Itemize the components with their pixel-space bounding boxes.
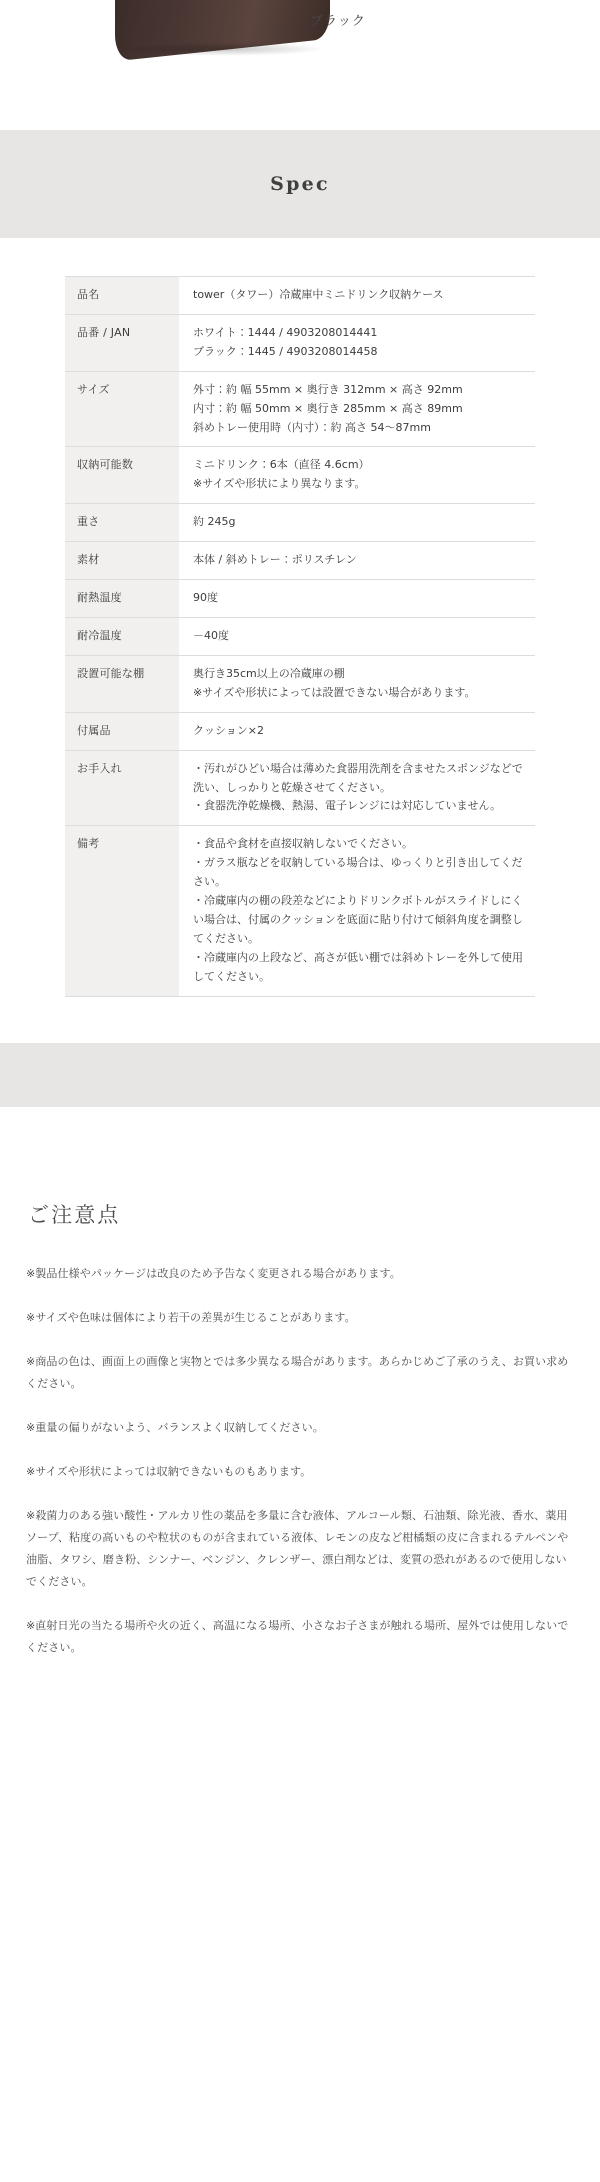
spec-row bbox=[65, 447, 535, 504]
spec-row-label: 耐冷温度 bbox=[65, 617, 179, 655]
spec-row-label: 収納可能数 bbox=[65, 447, 179, 504]
spec-row-label: サイズ bbox=[65, 371, 179, 447]
grey-divider-strip bbox=[0, 1043, 600, 1107]
spec-value-line: 本体 / 斜めトレー：ポリスチレン bbox=[193, 553, 357, 567]
spec-row-value bbox=[179, 712, 535, 750]
spec-value-line: クッション×2 bbox=[193, 723, 264, 737]
spec-row bbox=[65, 277, 535, 315]
spec-value-line: ※サイズや形状により異なります。 bbox=[193, 477, 366, 491]
spec-row-value bbox=[179, 314, 535, 371]
notes-section bbox=[0, 1199, 600, 1751]
spec-row bbox=[65, 542, 535, 580]
white-gap bbox=[0, 1107, 600, 1199]
spec-value-line: 斜めトレー使用時（内寸）：約 高さ 54〜87mm bbox=[193, 420, 431, 434]
spec-value-line: ・ガラス瓶などを収納している場合は、ゆっくりと引き出してください。 bbox=[193, 856, 523, 889]
spec-row bbox=[65, 826, 535, 996]
spec-value-line: ・食器洗浄乾燥機、熱湯、電子レンジには対応していません。 bbox=[193, 799, 502, 813]
spec-row-value bbox=[179, 504, 535, 542]
spec-value-line: 奥行き35cm以上の冷蔵庫の棚 bbox=[193, 666, 345, 680]
spec-table bbox=[65, 276, 535, 997]
spec-row bbox=[65, 314, 535, 371]
spec-row-label: 設置可能な棚 bbox=[65, 655, 179, 712]
spec-value-line: 内寸：約 幅 50mm × 奥行き 285mm × 高さ 89mm bbox=[193, 401, 463, 415]
spec-row-label: 備考 bbox=[65, 826, 179, 996]
spec-value-line: ・食品や食材を直接収納しないでください。 bbox=[193, 837, 413, 851]
spec-value-line: ・冷蔵庫内の棚の段差などによりドリンクボトルがスライドしにくい場合は、付属のクッションを底面に貼り付けて傾斜角度を調整してください。 bbox=[193, 894, 523, 945]
spec-value-line: ・汚れがひどい場合は薄めた食器用洗剤を含ませたスポンジなどで洗い、しっかりと乾燥させてください。 bbox=[193, 761, 523, 794]
spec-row-label: 耐熱温度 bbox=[65, 580, 179, 618]
spec-row bbox=[65, 655, 535, 712]
hero-section bbox=[0, 0, 600, 130]
notes-heading: ご注意点 bbox=[28, 1202, 121, 1227]
note-item: ※直射日光の当たる場所や火の近く、高温になる場所、小さなお子さまが触れる場所、屋外では使用しないでください。 bbox=[26, 1618, 569, 1654]
spec-value-line: ・冷蔵庫内の上段など、高さが低い棚では斜めトレーを外して使用してください。 bbox=[193, 950, 523, 983]
spec-value-line: 90度 bbox=[193, 591, 218, 605]
spec-row bbox=[65, 712, 535, 750]
spec-row bbox=[65, 750, 535, 826]
spec-heading: Spec bbox=[270, 173, 330, 195]
spec-value-line: ※サイズや形状によっては設置できない場合があります。 bbox=[193, 685, 476, 699]
spec-row-value bbox=[179, 542, 535, 580]
note-item: ※殺菌力のある強い酸性・アルカリ性の薬品を多量に含む液体、アルコール類、石油類、除光液、香水、薬用ソープ、粘度の高いものや粒状のものが含まれている液体、レモンの皮など柑橘類の皮に含まれるテルペンや油脂、タワシ、磨き粉、シンナー、ベンジン、クレンザー、漂白剤などは、変質の恐れがあるので使用しないでください。 bbox=[26, 1508, 569, 1588]
color-caption: ブラック bbox=[310, 14, 366, 29]
note-item: ※サイズや形状によっては収納できないものもあります。 bbox=[26, 1464, 312, 1478]
note-item: ※製品仕様やパッケージは改良のため予告なく変更される場合があります。 bbox=[26, 1266, 401, 1280]
spec-row bbox=[65, 371, 535, 447]
spec-row bbox=[65, 504, 535, 542]
spec-heading-band bbox=[0, 130, 600, 238]
note-item: ※サイズや色味は個体により若干の差異が生じることがあります。 bbox=[26, 1310, 356, 1324]
spec-row-value bbox=[179, 617, 535, 655]
spec-row-value bbox=[179, 826, 535, 996]
spec-row-label: 付属品 bbox=[65, 712, 179, 750]
spec-row-value bbox=[179, 750, 535, 826]
spec-value-line: ホワイト：1444 / 4903208014441 bbox=[193, 325, 378, 339]
spec-row-label: 素材 bbox=[65, 542, 179, 580]
spec-value-line: tower（タワー）冷蔵庫中ミニドリンク収納ケース bbox=[193, 288, 444, 301]
spec-value-line: 約 245g bbox=[193, 515, 236, 529]
spec-row-label: 品名 bbox=[65, 277, 179, 315]
note-item: ※重量の偏りがないよう、バランスよく収納してください。 bbox=[26, 1420, 324, 1434]
spec-row-value bbox=[179, 447, 535, 504]
spec-row-value bbox=[179, 277, 535, 315]
note-item: ※商品の色は、画面上の画像と実物とでは多少異なる場合があります。あらかじめご了承のうえ、お買い求めください。 bbox=[26, 1354, 569, 1390]
spec-row-value bbox=[179, 580, 535, 618]
spec-row bbox=[65, 617, 535, 655]
spec-table-section bbox=[0, 238, 600, 1043]
spec-row-value bbox=[179, 655, 535, 712]
notes-list bbox=[26, 1263, 574, 1659]
spec-value-line: 外寸：約 幅 55mm × 奥行き 312mm × 高さ 92mm bbox=[193, 382, 463, 396]
spec-row-label: 品番 / JAN bbox=[65, 314, 179, 371]
product-shadow bbox=[119, 42, 327, 56]
spec-row bbox=[65, 580, 535, 618]
spec-value-line: ミニドリンク：6本（直径 4.6cm） bbox=[193, 458, 370, 472]
spec-row-label: 重さ bbox=[65, 504, 179, 542]
spec-row-label: お手入れ bbox=[65, 750, 179, 826]
spec-row-value bbox=[179, 371, 535, 447]
spec-value-line: －40度 bbox=[193, 628, 229, 642]
spec-table-body bbox=[65, 277, 535, 997]
spec-value-line: ブラック：1445 / 4903208014458 bbox=[193, 344, 378, 358]
